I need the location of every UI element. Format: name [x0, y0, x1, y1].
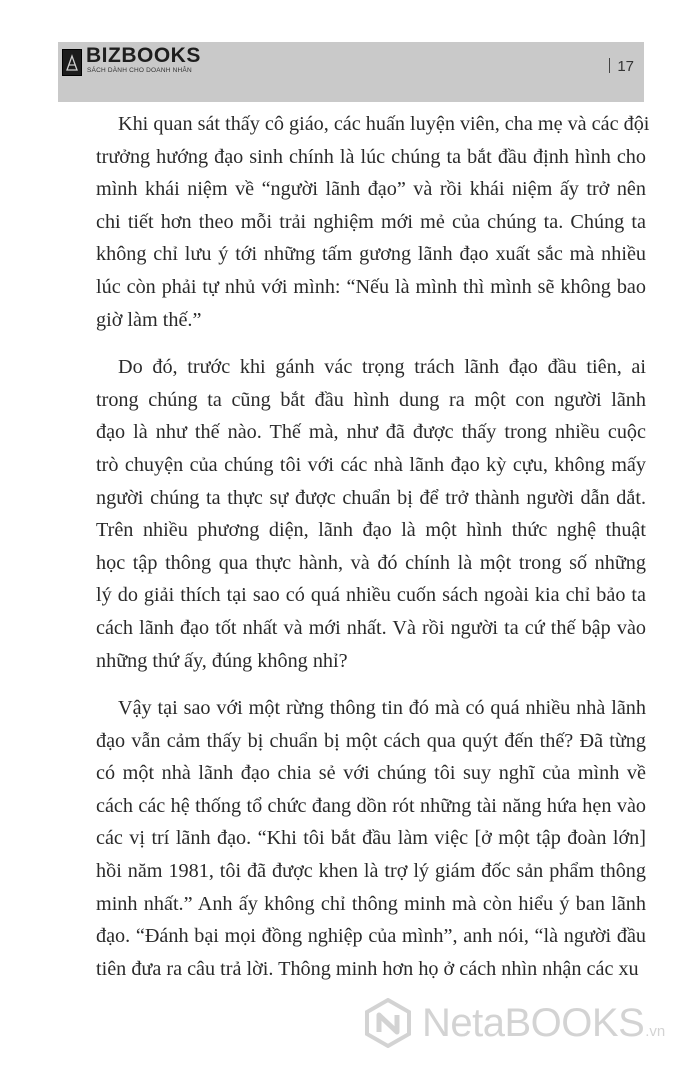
- netabooks-logo-icon: [364, 998, 412, 1048]
- paragraph-2: [96, 351, 646, 677]
- text-line: người chúng ta thực sự được chuẩn bị để trở thành người dẫn dắt.: [96, 486, 646, 509]
- text-line: Do đó, trước khi gánh vác trọng trách lãnh đạo đầu tiên, ai: [118, 356, 646, 379]
- text-line: không chỉ lưu ý tới những tấm gương lãnh đạo xuất sắc mà nhiều: [96, 243, 646, 266]
- paragraph-1: [96, 108, 650, 336]
- text-line: chi tiết hơn theo mỗi trải nghiệm mới mẻ của chúng ta. Chúng ta: [96, 210, 646, 233]
- text-line: lý do giải thích tại sao có quá nhiều cuốn sách ngoài kia chỉ bảo ta: [96, 584, 646, 607]
- text-line: minh nhất.” Anh ấy không chỉ thông minh mà còn hiểu ý ban lãnh: [96, 892, 646, 915]
- text-line: giờ làm thế.”: [96, 308, 202, 331]
- bizbooks-logo-icon: [62, 49, 82, 76]
- paragraph-3: [96, 692, 646, 985]
- text-line: trưởng hướng đạo sinh chính là lúc chúng ta bắt đầu định hình cho: [96, 145, 646, 168]
- text-line: có một nhà lãnh đạo chia sẻ với chúng tôi suy nghĩ của mình về: [96, 762, 646, 785]
- text-line: lúc còn phải tự nhủ với mình: “Nếu là mình thì mình sẽ không bao: [96, 275, 646, 298]
- watermark-suffix: .vn: [645, 1023, 666, 1040]
- page-number-value: 17: [617, 58, 634, 75]
- text-line: đạo vẫn cảm thấy bị chuẩn bị một cách qua quýt đến thế? Đã từng: [96, 729, 646, 752]
- text-line: Khi quan sát thấy cô giáo, các huấn luyện viên, cha mẹ và các đội: [118, 113, 650, 135]
- text-line: đạo là như thế nào. Thế mà, như đã được thấy trong nhiều cuộc: [96, 421, 646, 444]
- text-line: Vậy tại sao với một rừng thông tin đó mà có quá nhiều nhà lãnh: [118, 697, 646, 720]
- page-header: [58, 42, 644, 102]
- text-line: mình khái niệm về “người lãnh đạo” và rồi khái niệm ấy trở nên: [96, 178, 646, 201]
- text-line: Trên nhiều phương diện, lãnh đạo là một hình thức nghệ thuật: [96, 519, 646, 542]
- page-body: [96, 108, 650, 1000]
- text-line: cách lãnh đạo tốt nhất và mới nhất. Và rồi người ta cứ thế bập vào: [96, 616, 646, 639]
- watermark-text: NetaBOOKS: [422, 1000, 645, 1045]
- text-line: hồi năm 1981, tôi đã được khen là trợ lý giám đốc sản phẩm thông: [96, 860, 646, 883]
- text-line: cách các hệ thống tổ chức đang dồn rót những tài năng hứa hẹn vào: [96, 794, 646, 817]
- text-line: học tập thông qua thực hành, và đó chính là một trong số những: [96, 551, 646, 574]
- page-number: [609, 58, 634, 75]
- text-line: đạo. “Đánh bại mọi đồng nghiệp của mình”, anh nói, “là người đầu: [96, 925, 646, 948]
- text-line: tiên đưa ra câu trả lời. Thông minh hơn họ ở cách nhìn nhận các xu: [96, 957, 639, 980]
- netabooks-watermark: [364, 996, 665, 1050]
- text-line: trong chúng ta cũng bắt đầu hình dung ra một con người lãnh: [96, 388, 646, 411]
- text-line: các vị trí lãnh đạo. “Khi tôi bắt đầu làm việc [ở một tập đoàn lớn]: [96, 827, 646, 850]
- text-line: trò chuyện của chúng tôi với các nhà lãnh đạo kỳ cựu, không mấy: [96, 453, 646, 476]
- brand-name: BIZBOOKS: [86, 44, 201, 67]
- text-line: những thứ ấy, đúng không nhỉ?: [96, 649, 348, 672]
- brand-tagline: SÁCH DÀNH CHO DOANH NHÂN: [87, 67, 192, 74]
